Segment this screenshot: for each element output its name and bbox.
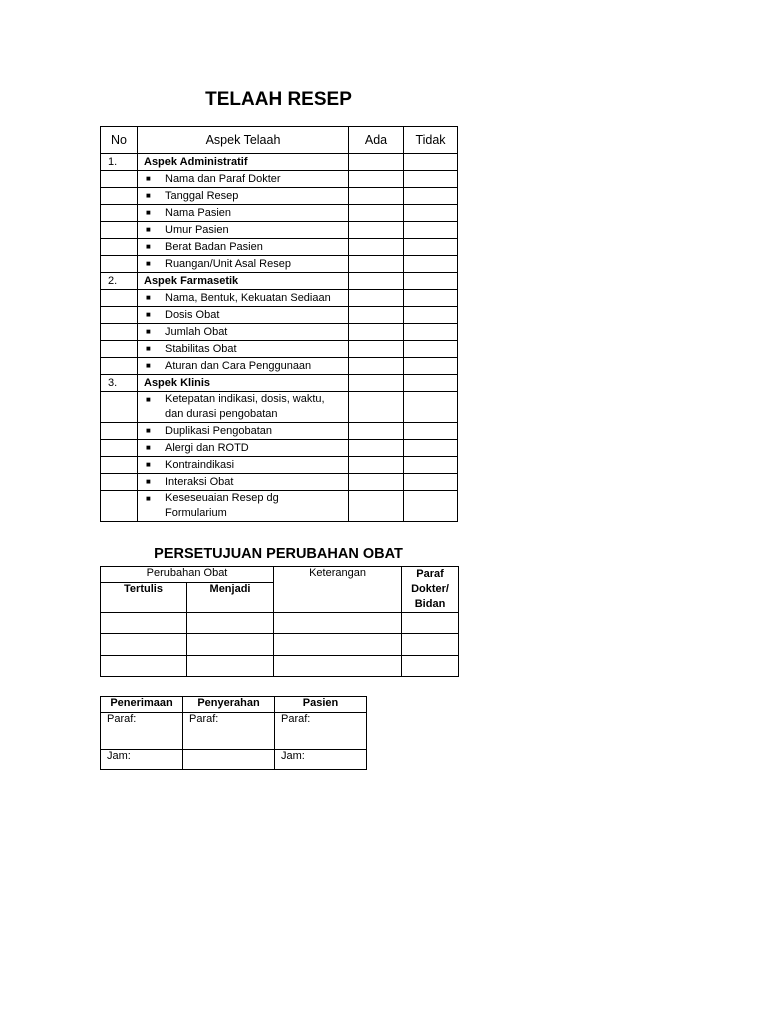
jam-penerimaan-cell[interactable]: Jam: — [101, 750, 183, 770]
tidak-cell[interactable] — [404, 307, 458, 324]
ada-cell[interactable] — [349, 256, 404, 273]
table-row — [101, 613, 459, 634]
ada-cell[interactable] — [349, 188, 404, 205]
tidak-cell[interactable] — [404, 358, 458, 375]
paraf-penyerahan-cell[interactable]: Paraf: — [183, 713, 275, 750]
bullet-icon: ■ — [146, 426, 151, 435]
table-row — [101, 423, 458, 440]
section-row — [101, 375, 458, 392]
table-row — [101, 324, 458, 341]
page-title: TELAAH RESEP — [205, 89, 352, 110]
tidak-cell[interactable] — [404, 256, 458, 273]
bullet-icon: ■ — [146, 242, 151, 251]
bullet-icon: ■ — [146, 293, 151, 302]
item-label: Jumlah Obat — [165, 326, 228, 338]
ada-cell[interactable] — [349, 457, 404, 474]
bullet-icon: ■ — [146, 225, 151, 234]
bullet-icon: ■ — [146, 208, 151, 217]
item-label: Ruangan/Unit Asal Resep — [165, 258, 291, 270]
keterangan-cell[interactable] — [274, 634, 402, 656]
ada-cell[interactable] — [349, 307, 404, 324]
header-menjadi: Menjadi — [187, 582, 274, 612]
tertulis-cell[interactable] — [101, 613, 187, 634]
ada-cell[interactable] — [349, 491, 404, 522]
ada-cell[interactable] — [349, 375, 404, 392]
table-row — [101, 239, 458, 256]
table-row — [101, 440, 458, 457]
tidak-cell[interactable] — [404, 341, 458, 358]
item-label: Nama, Bentuk, Kekuatan Sediaan — [165, 292, 331, 304]
item-label: Alergi dan ROTD — [165, 442, 249, 454]
ada-cell[interactable] — [349, 440, 404, 457]
table-row — [101, 474, 458, 491]
item-label: Tanggal Resep — [165, 190, 239, 202]
perubahan-obat-table — [100, 566, 459, 677]
ada-cell[interactable] — [349, 392, 404, 423]
header-no: No — [101, 127, 138, 154]
item-label: Aturan dan Cara Penggunaan — [165, 360, 312, 372]
table-row — [101, 290, 458, 307]
keterangan-cell[interactable] — [274, 656, 402, 677]
section-no: 2. — [101, 273, 138, 290]
bullet-icon: ■ — [146, 494, 151, 503]
bullet-icon: ■ — [146, 460, 151, 469]
table-row — [101, 750, 367, 770]
table-row — [101, 457, 458, 474]
jam-penyerahan-cell[interactable] — [183, 750, 275, 770]
tidak-cell[interactable] — [404, 290, 458, 307]
header-penerimaan: Penerimaan — [101, 697, 183, 713]
item-label: Nama dan Paraf Dokter — [165, 173, 281, 185]
ada-cell[interactable] — [349, 171, 404, 188]
table-row — [101, 713, 367, 750]
bullet-icon: ■ — [146, 344, 151, 353]
tidak-cell[interactable] — [404, 171, 458, 188]
bullet-icon: ■ — [146, 174, 151, 183]
table-row — [101, 171, 458, 188]
ada-cell[interactable] — [349, 273, 404, 290]
table-row — [101, 392, 458, 423]
table-row — [101, 307, 458, 324]
table-row — [101, 341, 458, 358]
tidak-cell[interactable] — [404, 324, 458, 341]
table-row — [101, 358, 458, 375]
paraf-cell[interactable] — [402, 656, 459, 677]
ada-cell[interactable] — [349, 205, 404, 222]
tertulis-cell[interactable] — [101, 634, 187, 656]
header-aspek: Aspek Telaah — [138, 127, 349, 154]
table-row — [101, 188, 458, 205]
ada-cell[interactable] — [349, 324, 404, 341]
paraf-line: Paraf — [416, 568, 444, 580]
menjadi-cell[interactable] — [187, 634, 274, 656]
header-ada: Ada — [349, 127, 404, 154]
tidak-cell[interactable] — [404, 392, 458, 423]
paraf-line: Dokter/ — [411, 583, 449, 595]
tidak-cell[interactable] — [404, 222, 458, 239]
header-pasien: Pasien — [275, 697, 367, 713]
jam-pasien-cell[interactable]: Jam: — [275, 750, 367, 770]
section-label: Aspek Farmasetik — [138, 273, 349, 290]
bullet-icon: ■ — [146, 310, 151, 319]
bullet-icon: ■ — [146, 259, 151, 268]
header-tertulis: Tertulis — [101, 582, 187, 612]
item-label: Duplikasi Pengobatan — [165, 425, 273, 437]
item-label: Umur Pasien — [165, 224, 229, 236]
tidak-cell[interactable] — [404, 474, 458, 491]
table-row — [101, 634, 459, 656]
bullet-icon: ■ — [146, 361, 151, 370]
section-no: 3. — [101, 375, 138, 392]
table-row — [101, 656, 459, 677]
section-row — [101, 273, 458, 290]
ada-cell[interactable] — [349, 423, 404, 440]
tidak-cell[interactable] — [404, 375, 458, 392]
paraf-cell[interactable] — [402, 634, 459, 656]
menjadi-cell[interactable] — [187, 613, 274, 634]
table-header-row — [101, 127, 458, 154]
table-row — [101, 491, 458, 522]
bullet-icon: ■ — [146, 327, 151, 336]
table-row — [101, 222, 458, 239]
tidak-cell[interactable] — [404, 273, 458, 290]
paraf-line: Bidan — [414, 598, 446, 610]
section-no: 1. — [101, 154, 138, 171]
ada-cell[interactable] — [349, 154, 404, 171]
tidak-cell[interactable] — [404, 205, 458, 222]
tidak-cell[interactable] — [404, 457, 458, 474]
section-title-persetujuan: PERSETUJUAN PERUBAHAN OBAT — [154, 546, 403, 562]
header-paraf — [402, 567, 459, 613]
item-label: Keseseuaian Resep dg Formularium — [165, 492, 279, 519]
tidak-cell[interactable] — [404, 239, 458, 256]
section-label: Aspek Klinis — [138, 375, 349, 392]
bullet-icon: ■ — [146, 191, 151, 200]
ada-cell[interactable] — [349, 239, 404, 256]
section-label: Aspek Administratif — [138, 154, 349, 171]
keterangan-cell[interactable] — [274, 613, 402, 634]
tertulis-cell[interactable] — [101, 656, 187, 677]
item-label: Berat Badan Pasien — [165, 241, 263, 253]
item-label: Dosis Obat — [165, 309, 220, 321]
item-label: Kontraindikasi — [165, 459, 235, 471]
bullet-icon: ■ — [146, 477, 151, 486]
ada-cell[interactable] — [349, 290, 404, 307]
tidak-cell[interactable] — [404, 491, 458, 522]
table-row — [101, 205, 458, 222]
table-row — [101, 256, 458, 273]
paraf-cell[interactable] — [402, 613, 459, 634]
tidak-cell[interactable] — [404, 440, 458, 457]
header-keterangan: Keterangan — [274, 567, 402, 613]
paraf-pasien-cell[interactable]: Paraf: — [275, 713, 367, 750]
item-label: Stabilitas Obat — [165, 343, 237, 355]
header-perubahan-obat: Perubahan Obat — [101, 567, 274, 583]
serah-terima-table — [100, 696, 367, 770]
ada-cell[interactable] — [349, 358, 404, 375]
ada-cell[interactable] — [349, 222, 404, 239]
section-row — [101, 154, 458, 171]
telaah-table — [100, 126, 458, 522]
header-penyerahan: Penyerahan — [183, 697, 275, 713]
tidak-cell[interactable] — [404, 188, 458, 205]
item-label: Interaksi Obat — [165, 476, 234, 488]
ada-cell[interactable] — [349, 474, 404, 491]
header-tidak: Tidak — [404, 127, 458, 154]
bullet-icon: ■ — [146, 443, 151, 452]
menjadi-cell[interactable] — [187, 656, 274, 677]
tidak-cell[interactable] — [404, 423, 458, 440]
item-label: Nama Pasien — [165, 207, 232, 219]
item-label: Ketepatan indikasi, dosis, waktu, dan durasi pengobatan — [165, 393, 325, 420]
paraf-penerimaan-cell[interactable]: Paraf: — [101, 713, 183, 750]
ada-cell[interactable] — [349, 341, 404, 358]
bullet-icon: ■ — [146, 395, 151, 404]
tidak-cell[interactable] — [404, 154, 458, 171]
